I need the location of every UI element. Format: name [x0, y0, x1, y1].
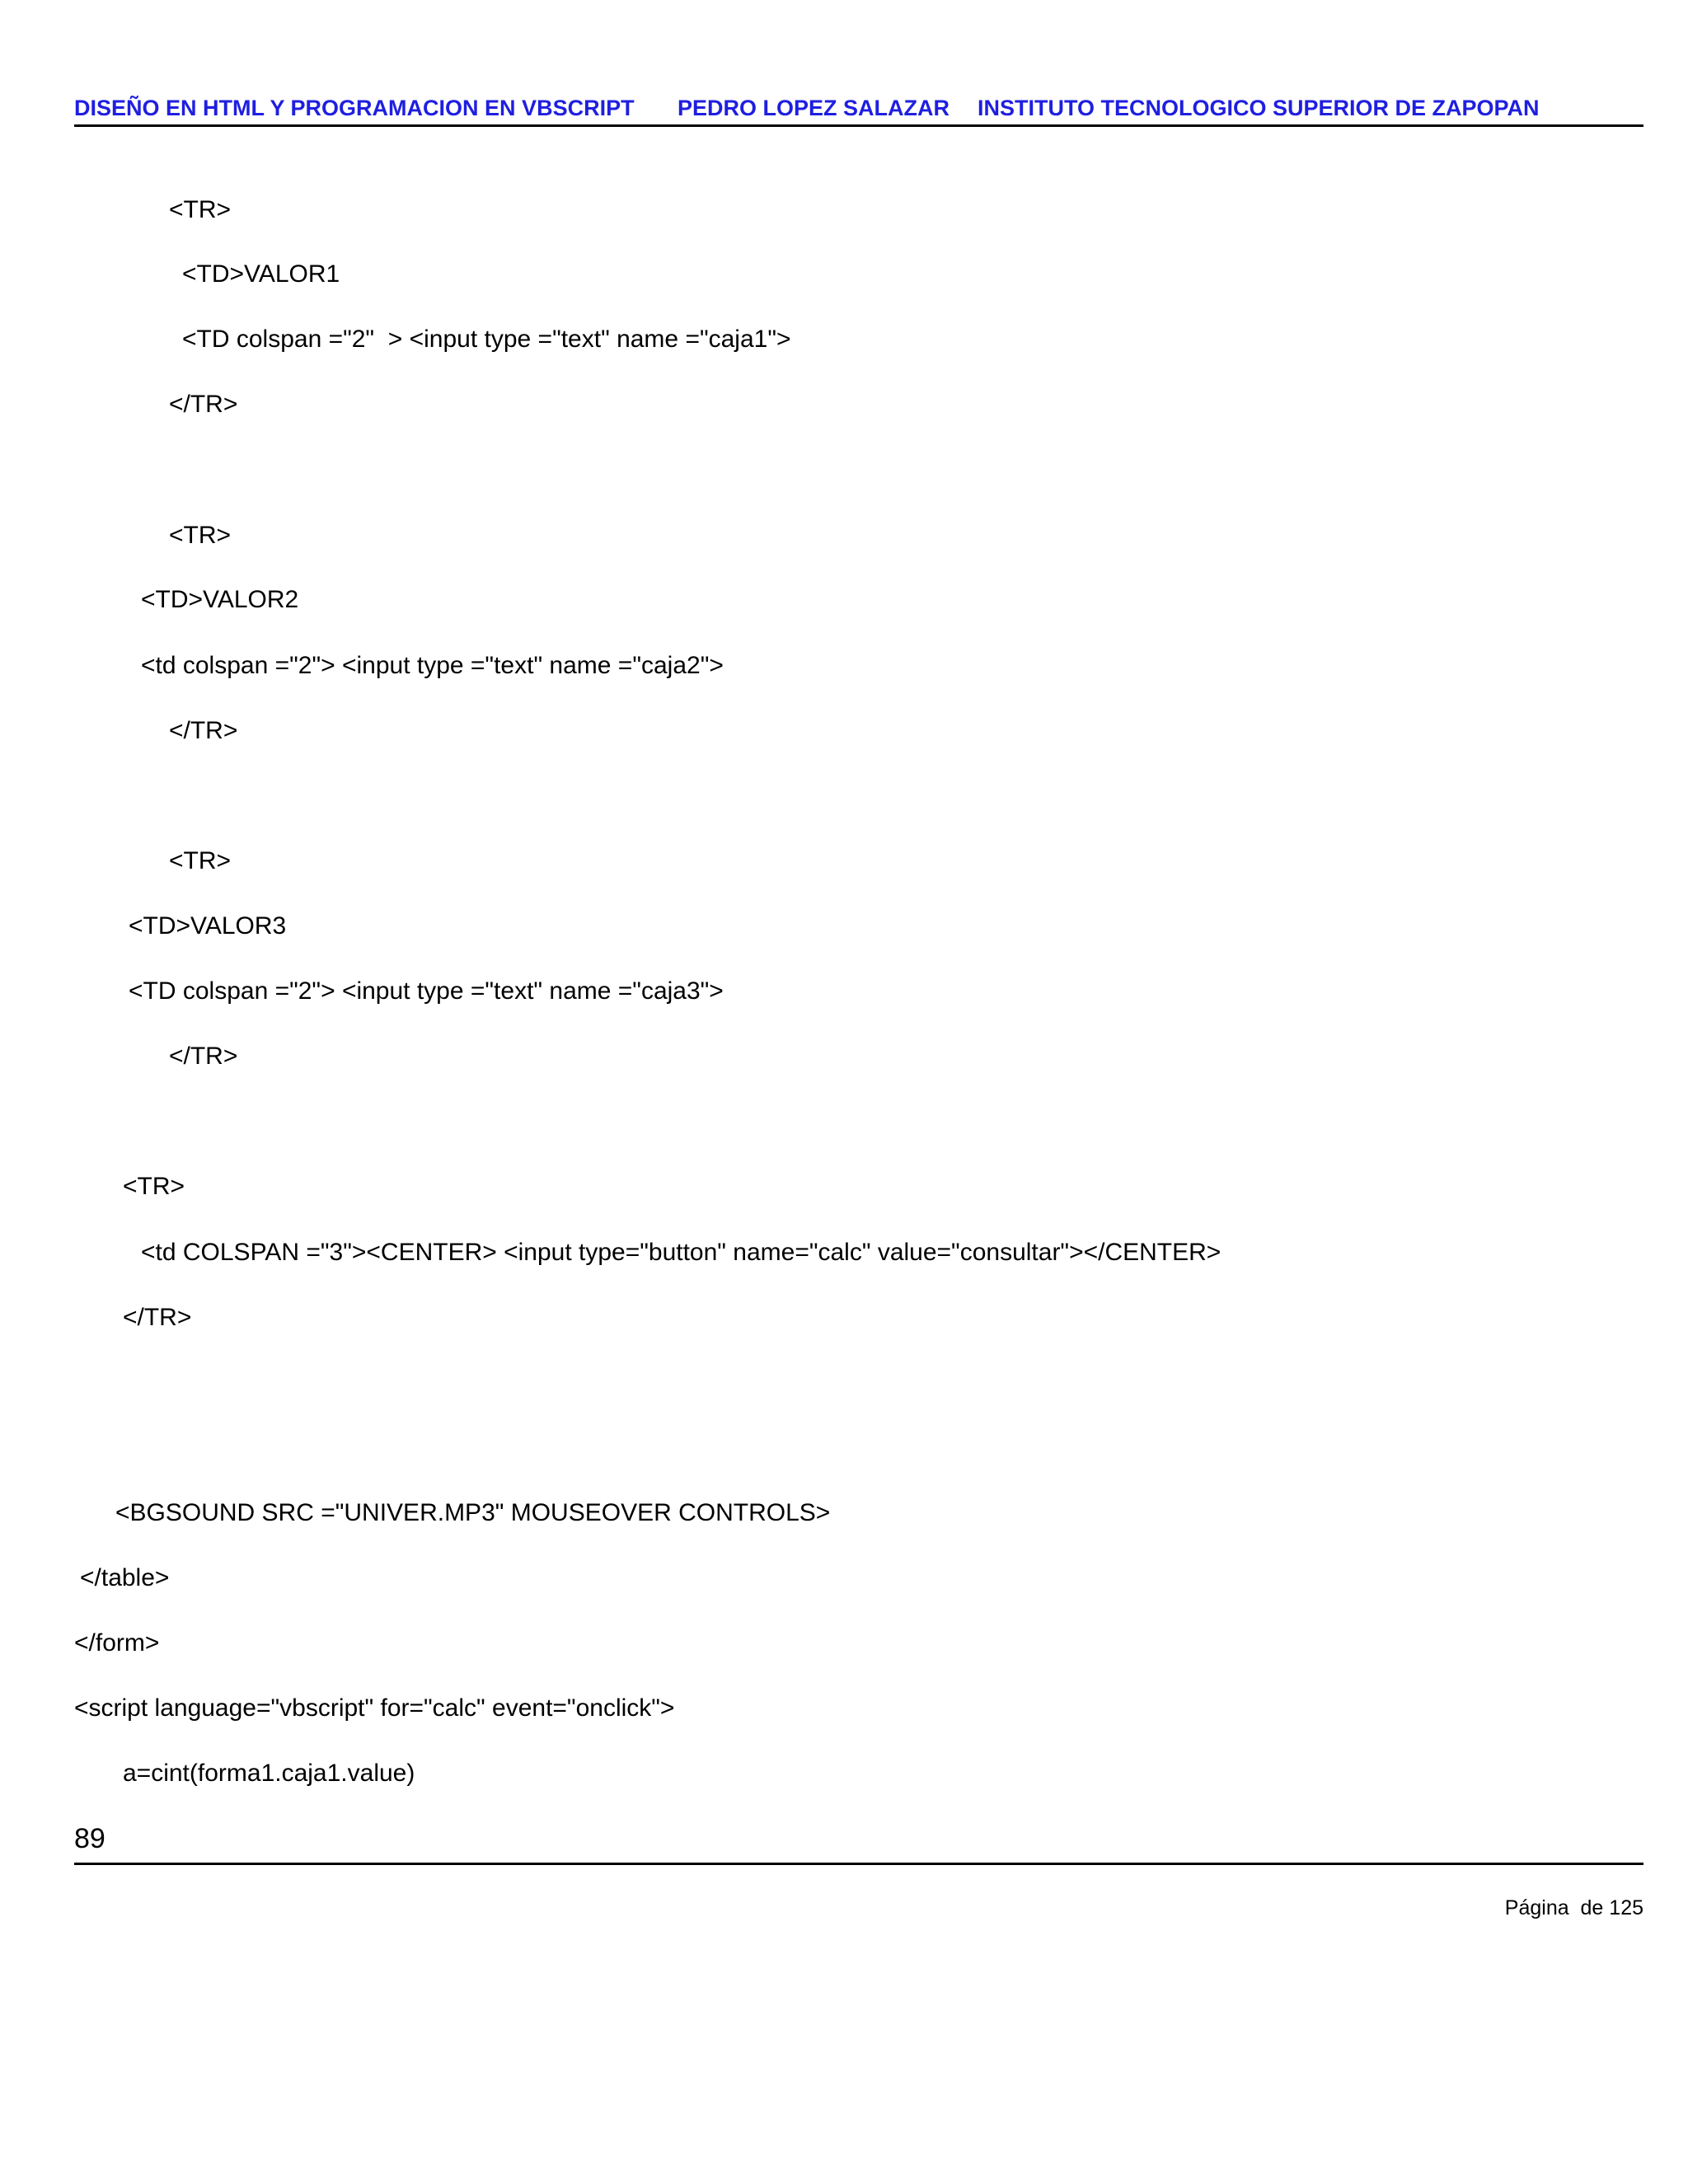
- code-line: <td colspan ="2"> <input type ="text" name ="caja2">: [141, 652, 724, 679]
- code-line: <BGSOUND SRC ="UNIVER.MP3" MOUSEOVER CONTROLS>: [115, 1499, 831, 1526]
- code-line: </TR>: [169, 1043, 238, 1070]
- footer-divider: [74, 1863, 1643, 1865]
- running-header: [74, 92, 1643, 125]
- code-line: <TR>: [123, 1173, 185, 1200]
- header-divider: [74, 124, 1643, 127]
- header-author: PEDRO LOPEZ SALAZAR: [678, 96, 950, 120]
- code-line: <TD colspan ="2"> <input type ="text" name ="caja3">: [129, 977, 724, 1005]
- code-line: <TD>VALOR3: [129, 912, 287, 940]
- code-line: </form>: [74, 1629, 160, 1657]
- header-institution: INSTITUTO TECNOLOGICO SUPERIOR DE ZAPOPAN: [978, 96, 1540, 120]
- code-line: <script language="vbscript" for="calc" event="onclick">: [74, 1694, 675, 1722]
- code-line: </TR>: [169, 717, 238, 744]
- code-line: <TR>: [169, 196, 232, 223]
- code-line: <TR>: [169, 522, 232, 549]
- header-title: DISEÑO EN HTML Y PROGRAMACION EN VBSCRIPT: [74, 96, 635, 120]
- code-line: <TD>VALOR1: [182, 260, 340, 288]
- code-line: <TD>VALOR2: [141, 586, 299, 613]
- code-line: <TD colspan ="2" > <input type ="text" name ="caja1">: [182, 326, 791, 353]
- code-line: <TR>: [169, 847, 232, 874]
- footer-page-label: Página de 125: [1504, 1896, 1643, 1919]
- code-line: </TR>: [123, 1304, 192, 1331]
- code-line: <td COLSPAN ="3"><CENTER> <input type="button" name="calc" value="consultar"></CENTER>: [141, 1239, 1221, 1266]
- code-line: </table>: [80, 1564, 170, 1591]
- code-line: a=cint(forma1.caja1.value): [123, 1760, 415, 1787]
- code-line: </TR>: [169, 391, 238, 418]
- page-number: 89: [74, 1823, 106, 1854]
